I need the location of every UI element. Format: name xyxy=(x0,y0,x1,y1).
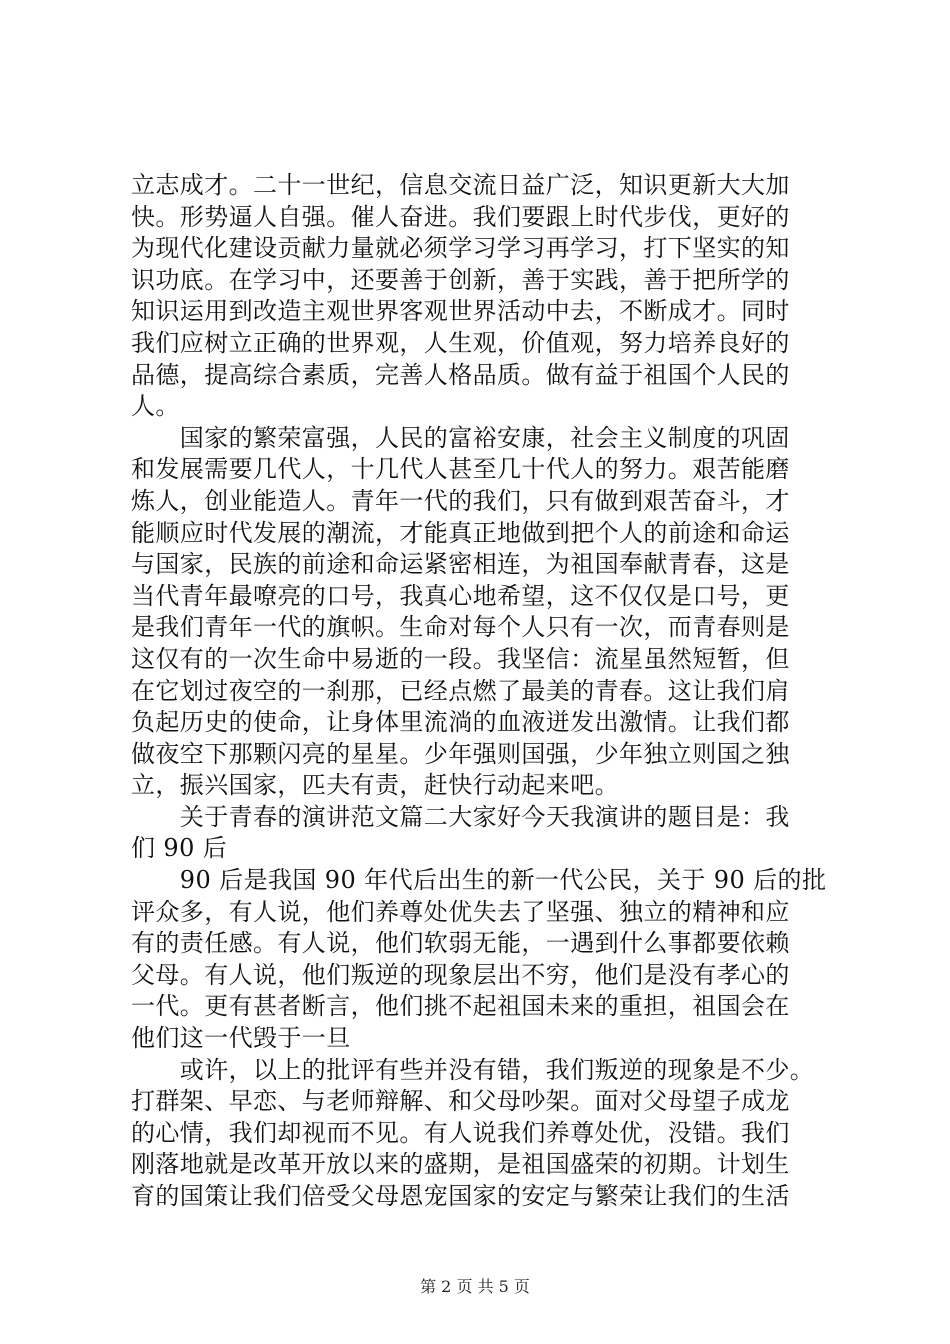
text-line: 刚落地就是改革开放以来的盛期，是祖国盛荣的初期。计划生 xyxy=(131,1150,790,1179)
text-line: 或许，以上的批评有些并没有错，我们叛逆的现象是不少。 xyxy=(131,1055,815,1084)
text-line: 国家的繁荣富强，人民的富裕安康，社会主义制度的巩固 xyxy=(131,423,790,452)
text-line: 做夜空下那颗闪亮的星星。少年强则国强，少年独立则国之独 xyxy=(131,739,790,768)
text-line: 打群架、早恋、与老师辩解、和父母吵架。面对父母望子成龙 xyxy=(131,1087,790,1116)
text-line: 有的责任感。有人说，他们软弱无能，一遇到什么事都要依赖 xyxy=(131,929,790,958)
text-line: 父母。有人说，他们叛逆的现象层出不穷，他们是没有孝心的 xyxy=(131,960,790,989)
text-line: 是我们青年一代的旗帜。生命对每个人只有一次，而青春则是 xyxy=(131,613,790,642)
text-line: 他们这一代毁于一旦 xyxy=(131,1024,351,1053)
text-line: 立，振兴国家，匹夫有责，赶快行动起来吧。 xyxy=(131,771,619,800)
text-line: 负起历史的使命，让身体里流淌的血液迸发出激情。让我们都 xyxy=(131,708,790,737)
text-line: 与国家，民族的前途和命运紧密相连，为祖国奉献青春，这是 xyxy=(131,550,790,579)
text-line: 90 后是我国 90 年代后出生的新一代公民，关于 90 后的批 xyxy=(131,866,827,895)
text-line: 当代青年最嘹亮的口号，我真心地希望，这不仅仅是口号，更 xyxy=(131,581,790,610)
text-line: 们 90 后 xyxy=(131,834,228,863)
text-line: 和发展需要几代人，十几代人甚至几十代人的努力。艰苦能磨 xyxy=(131,455,790,484)
text-line: 人。 xyxy=(131,392,180,421)
text-line: 一代。更有甚者断言，他们挑不起祖国未来的重担，祖国会在 xyxy=(131,992,790,1021)
body-text xyxy=(131,170,841,1213)
text-line: 知识运用到改造主观世界客观世界活动中去，不断成才。同时 xyxy=(131,297,790,326)
text-line: 识功底。在学习中，还要善于创新，善于实践，善于把所学的 xyxy=(131,265,790,294)
page-number-footer: 第 2 页 共 5 页 xyxy=(420,1277,530,1296)
text-line: 为现代化建设贡献力量就必须学习学习再学习，打下坚实的知 xyxy=(131,234,790,263)
text-line: 快。形势逼人自强。催人奋进。我们要跟上时代步伐，更好的 xyxy=(131,202,790,231)
text-line: 关于青春的演讲范文篇二大家好今天我演讲的题目是：我 xyxy=(131,802,790,831)
text-line: 的心情，我们却视而不见。有人说我们养尊处优，没错。我们 xyxy=(131,1118,790,1147)
text-line: 炼人，创业能造人。青年一代的我们，只有做到艰苦奋斗，才 xyxy=(131,486,790,515)
text-line: 我们应树立正确的世界观，人生观，价值观，努力培养良好的 xyxy=(131,328,790,357)
text-line: 能顺应时代发展的潮流，才能真正地做到把个人的前途和命运 xyxy=(131,518,790,547)
text-line: 品德，提高综合素质，完善人格品质。做有益于祖国个人民的 xyxy=(131,360,790,389)
text-line: 评众多，有人说，他们养尊处优失去了坚强、独立的精神和应 xyxy=(131,897,790,926)
text-line: 育的国策让我们倍受父母恩宠国家的安定与繁荣让我们的生活 xyxy=(131,1182,790,1210)
text-line: 立志成才。二十一世纪，信息交流日益广泛，知识更新大大加 xyxy=(131,171,790,199)
text-line: 这仅有的一次生命中易逝的一段。我坚信：流星虽然短暂，但 xyxy=(131,644,790,673)
text-line: 在它划过夜空的一刹那，已经点燃了最美的青春。这让我们肩 xyxy=(131,676,790,705)
